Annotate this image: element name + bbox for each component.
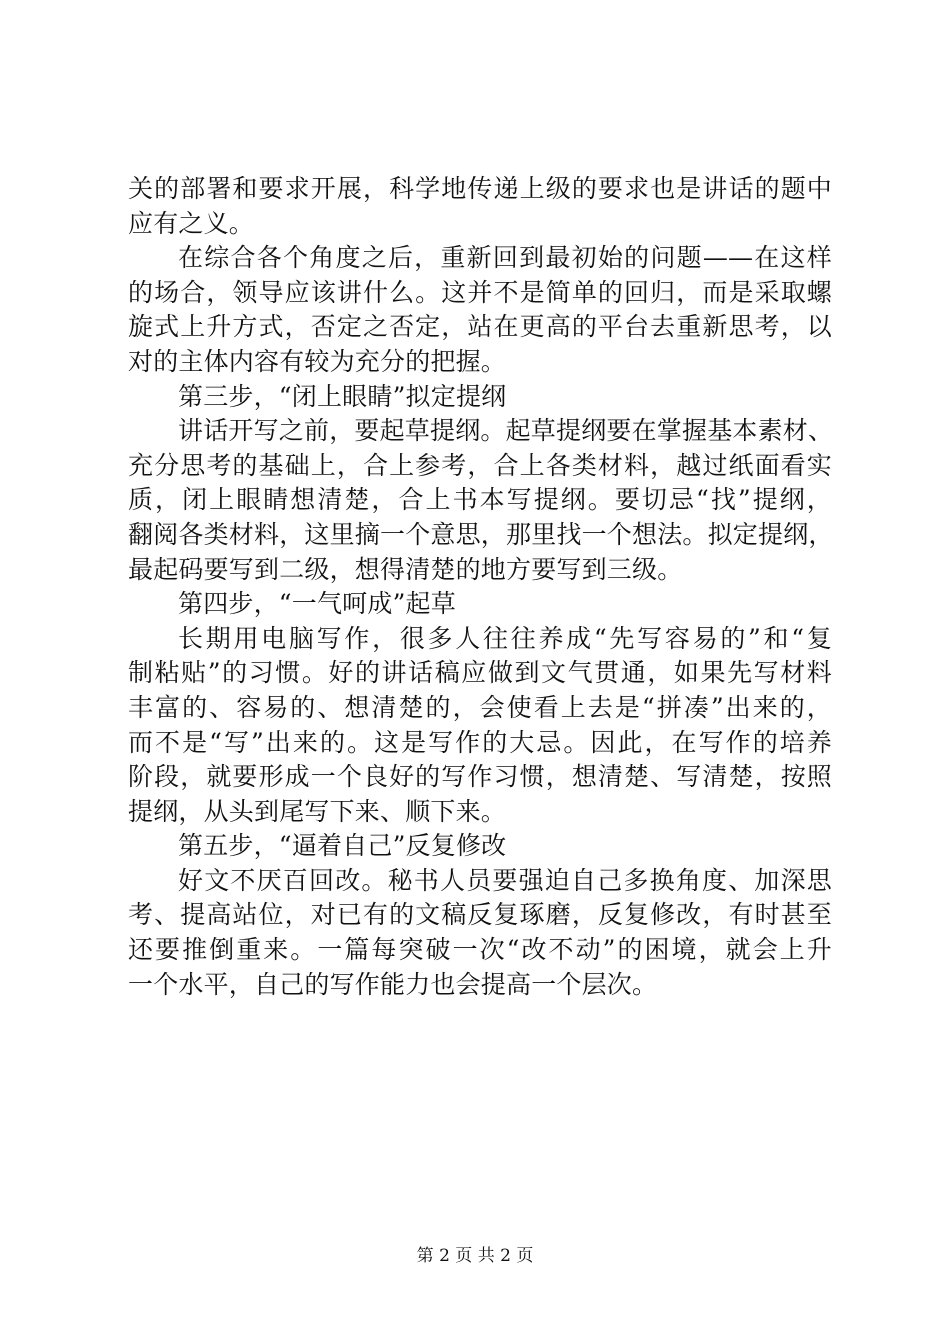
paragraph-line: 关的部署和要求开展，科学地传递上级的要求也是讲话的题中 — [128, 174, 832, 203]
paragraph-line: 最起码要写到二级，想得清楚的地方要写到三级。 — [128, 554, 683, 584]
paragraph-line: 一个水平，自己的写作能力也会提高一个层次。 — [128, 969, 658, 999]
paragraph-line: 对的主体内容有较为充分的把握。 — [128, 346, 507, 376]
paragraph-line: 丰富的、容易的、想清楚的，会使看上去是“拼凑”出来的， — [128, 692, 832, 722]
paragraph-line: 阶段，就要形成一个良好的写作习惯，想清楚、写清楚，按照 — [128, 762, 832, 792]
section-heading-step-4: 第四步，“一气呵成”起草 — [178, 589, 456, 619]
section-heading-step-3: 第三步，“闭上眼睛”拟定提纲 — [178, 381, 507, 411]
paragraph-line: 的场合，领导应该讲什么。这并不是简单的回归，而是采取螺 — [128, 277, 832, 307]
paragraph-line: 好文不厌百回改。秘书人员要强迫自己多换角度、加深思 — [178, 865, 832, 895]
paragraph-line: 制粘贴”的习惯。好的讲话稿应做到文气贯通，如果先写材料 — [128, 658, 832, 688]
page-number-footer: 第 2 页 共 2 页 — [416, 1246, 534, 1266]
paragraph-line: 提纲，从头到尾写下来、顺下来。 — [128, 796, 507, 826]
document-body — [128, 172, 832, 1002]
paragraph-line: 旋式上升方式，否定之否定，站在更高的平台去重新思考，以 — [128, 312, 832, 342]
paragraph-line: 在综合各个角度之后，重新回到最初始的问题——在这样 — [178, 243, 832, 273]
paragraph-line: 讲话开写之前，要起草提纲。起草提纲要在掌握基本素材、 — [178, 416, 834, 446]
paragraph-line: 充分思考的基础上，合上参考，合上各类材料，越过纸面看实 — [128, 450, 832, 480]
paragraph-line: 还要推倒重来。一篇每突破一次“改不动”的困境，就会上升 — [128, 935, 832, 965]
paragraph-line: 质，闭上眼睛想清楚，合上书本写提纲。要切忌“找”提纲， — [128, 485, 832, 515]
paragraph-line: 翻阅各类材料，这里摘一个意思，那里找一个想法。拟定提纲， — [128, 519, 834, 549]
paragraph-line: 应有之义。 — [128, 208, 255, 238]
paragraph-line: 考、提高站位，对已有的文稿反复琢磨，反复修改，有时甚至 — [128, 900, 832, 930]
paragraph-line: 而不是“写”出来的。这是写作的大忌。因此，在写作的培养 — [128, 727, 832, 757]
section-heading-step-5: 第五步，“逼着自己”反复修改 — [178, 831, 507, 861]
paragraph-line: 长期用电脑写作，很多人往往养成“先写容易的”和“复 — [178, 623, 832, 653]
